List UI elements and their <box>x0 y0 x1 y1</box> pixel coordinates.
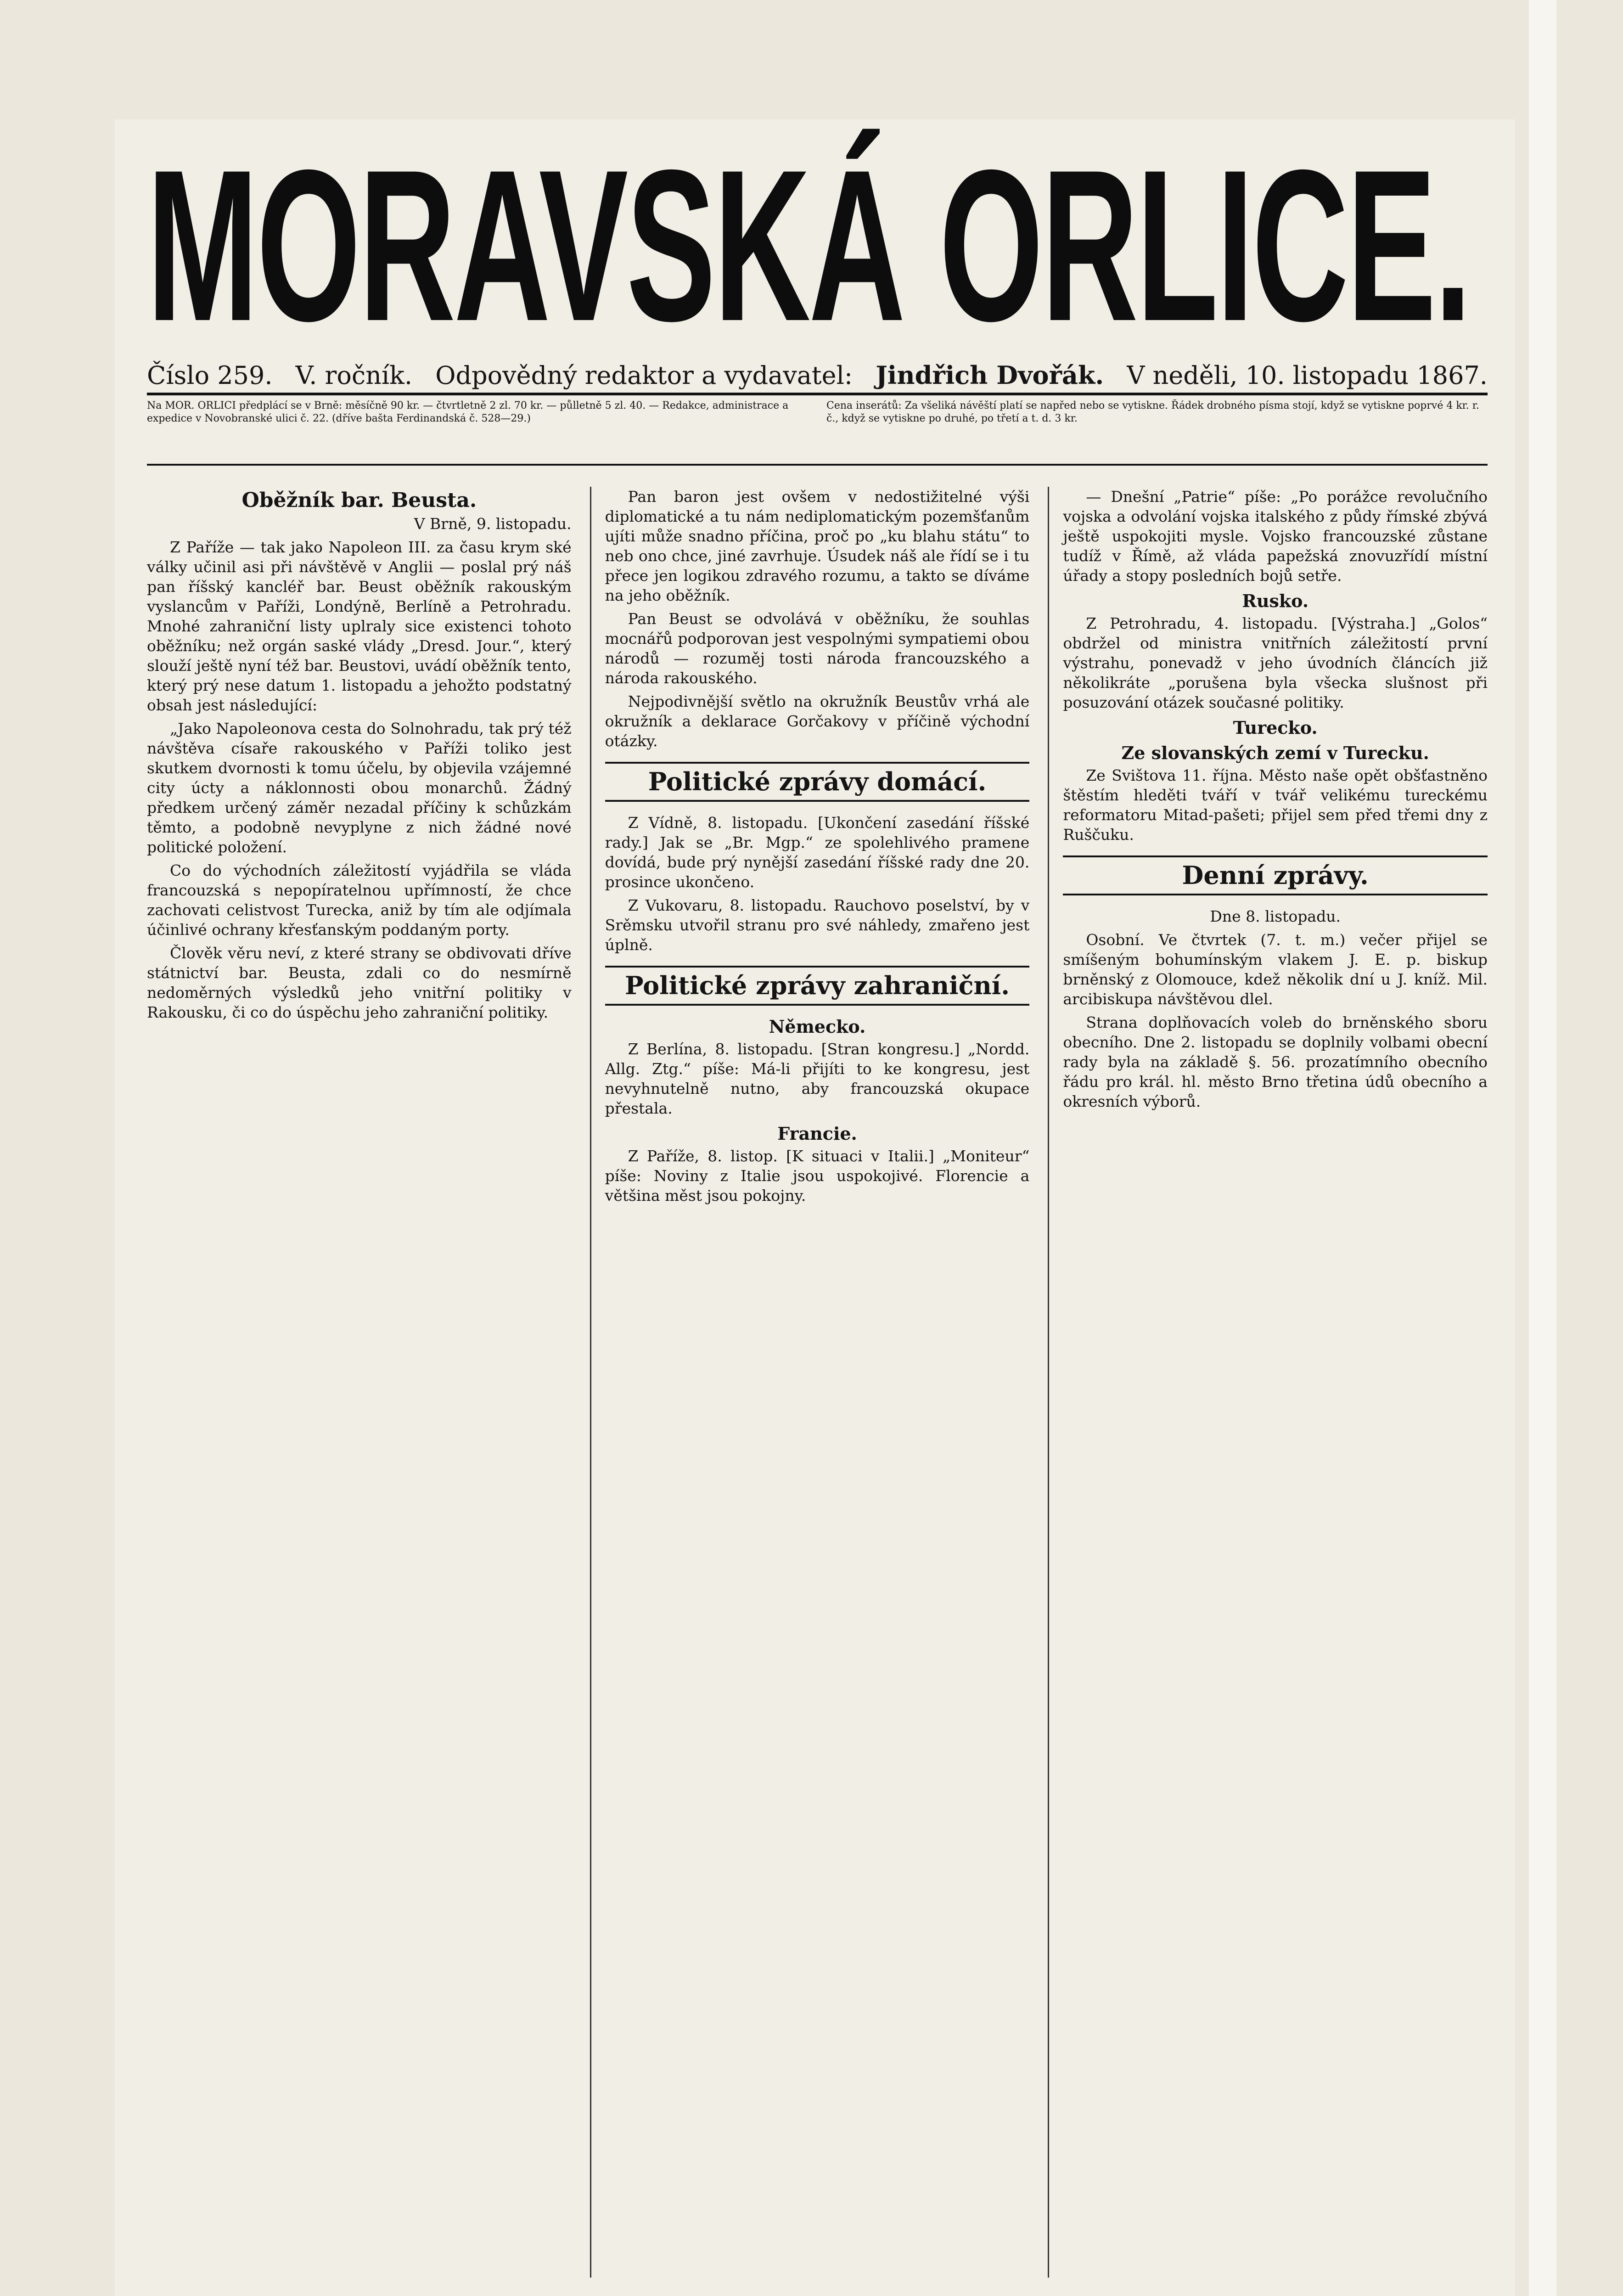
newspaper-page <box>115 119 1515 2296</box>
paragraph: Z Berlína, 8. listopadu. [Stran kongresu.] „Nordd. Allg. Ztg.“ píše: Má-li přijíti to ke kongresu, jest nevyhnutelně nutno, aby francouzská okupace přestala. <box>605 1040 1030 1117</box>
editor-label: Odpovědný redaktor a vydavatel: <box>435 361 853 390</box>
paragraph: „Jako Napoleonova cesta do Solnohradu, tak prý též návštěva císaře rakouského v Paříži toliko jest skutkem dvornosti k tomu účelu, by objevila vzájemné city úcty a náklonnosti obou monarchů. Žádný předkem určený záměr nezadal příčiny k schůzkám těmto, a podobně nevyplyne z nich žádné nové politické položení. <box>147 720 572 856</box>
subheading: Francie. <box>777 1123 857 1144</box>
subheading: Turecko. <box>1233 717 1318 738</box>
section-box <box>605 966 1030 1006</box>
section-box <box>605 762 1030 802</box>
volume: V. ročník. <box>295 361 413 390</box>
subheading: Rusko. <box>1242 591 1309 611</box>
section-box <box>1063 855 1488 895</box>
paragraph: Pan baron jest ovšem v nedostižitelné výši diplomatické a tu nám nediplomatickým pozemšťanům ujíti může snadno příčina, proč po „ku blahu státu“ to neb ono chce, jiné zavrhuje. Úsudek náš ale řídí se i tu přece jen logikou zdravého rozumu, a takto se díváme na jeho oběžník. <box>605 488 1030 604</box>
page-edge <box>1529 0 1556 2296</box>
section-heading: Politické zprávy domácí. <box>648 767 987 796</box>
paragraph: Co do východních záležitostí vyjádřila se vláda francouzská s nepopíratelnou upřímností, že chce zachovati celistvost Turecka, aniž by tím ale odjímala účinlivé ochrany křesťanským poddaným porty. <box>147 861 572 939</box>
issue-date: V neděli, 10. listopadu 1867. <box>1127 361 1488 390</box>
article-heading: Oběžník bar. Beusta. <box>241 489 477 512</box>
paragraph: Člověk věru neví, z které strany se obdivovati dříve státnictví bar. Beusta, zdali co do nesmírně nedoměrných výsledků jeho vnitřní politiky v Rakousku, či co do úspěchu jeho zahraniční politiky. <box>147 944 572 1021</box>
subscription-notices <box>147 400 1488 466</box>
paragraph: Z Vukovaru, 8. listopadu. Rauchovo poselství, by v Srěmsku utvořil stranu pro své náhledy, zmařeno jest úplně. <box>605 896 1030 954</box>
issue-info-bar <box>147 360 1488 395</box>
dateline: Dne 8. listopadu. <box>1210 907 1341 925</box>
paragraph: Pan Beust se odvolává v oběžníku, že souhlas mocnářů podporovan jest vespolnými sympatiemi obou národů — rozuměj tosti národa francouzského a národa rakouského. <box>605 610 1030 687</box>
section-heading: Politické zprávy zahraniční. <box>624 971 1010 1000</box>
paragraph: Z Petrohradu, 4. listopadu. [Výstraha.] „Golos“ obdržel od ministra vnitřních záležitostí první výstrahu, ponevadž v jeho úvodních článcích již několikráte „porušena byla všecka slušnost při posuzování otázek současné politiky. <box>1063 614 1488 711</box>
paragraph: Z Paříže, 8. listop. [K situaci v Italii.] „Moniteur“ píše: Noviny z Italie jsou uspokojivé. Florencie a většina měst jsou pokojny. <box>605 1147 1030 1204</box>
subheading: Německo. <box>769 1016 866 1037</box>
masthead-title: MORAVSKÁ ORLICE. <box>147 125 1470 366</box>
paragraph: Osobní. Ve čtvrtek (7. t. m.) večer přijel se smíšeným bohumínským vlakem J. E. p. biskup brněnský z Olomouce, kdež několik dní u J. kníž. Mil. arcibiskupa návštěvou dlel. <box>1063 931 1488 1008</box>
subheading: Ze slovanských zemí v Turecku. <box>1121 743 1429 763</box>
paragraph: — Dnešní „Patrie“ píše: „Po porážce revolučního vojska a odvolání vojska italského z půdy římské zbývá ještě uspokojiti mysle. Vojsko francouzské zůstane tudíž v Římě, až vláda papežská znovuzřídí místní úřady a stopy posledních bojů setře. <box>1063 488 1488 585</box>
paragraph: Z Vídně, 8. listopadu. [Ukončení zasedání říšské rady.] Jak se „Br. Mgp.“ ze spolehlivého pramene dovídá, bude prý nynější zasedání říšské rady dne 20. prosince ukončeno. <box>605 814 1030 891</box>
editor-name: Jindřich Dvořák. <box>876 360 1104 390</box>
paragraph: Z Paříže — tak jako Napoleon III. za času krym ské války učinil asi při návštěvě v Anglii — poslal prý náš pan říšský kancléř bar. Beust oběžník rakouským vyslancům v Paříži, Londýně, Berlíně a Petrohradu. Mnohé zahraniční listy uplraly sice existenci tohoto oběžníku; než orgán saské vlády „Dresd. Jour.“, který slouží ještě nyní též bar. Beustovi, uvádí oběžník tento, který prý nese datum 1. listopadu a jehožto podstatný obsah jest následující: <box>147 538 572 714</box>
paragraph: Strana doplňovacích voleb do brněnského sboru obecního. Dne 2. listopadu se doplnily volbami obecní rady byla na základě §. 56. prozatímního obecního řádu pro král. hl. město Brno třetina údů obecního a okresních výborů. <box>1063 1013 1488 1110</box>
column-3 <box>1048 487 1488 2278</box>
column-2 <box>590 487 1030 2278</box>
issue-number: Číslo 259. <box>147 361 273 390</box>
paragraph: Nejpodivnější světlo na okružník Beustův vrhá ale okružník a deklarace Gorčakovy v příčině východní otázky. <box>605 692 1030 750</box>
paragraph: Ze Svištova 11. října. Město naše opět obšťastněno štěstím hleděti tváří v tvář velikému tureckému reformatoru Mitad-pašeti; přijel sem před třemi dny z Ruščuku. <box>1063 766 1488 844</box>
subscription-notice-left: Na MOR. ORLICI předplácí se v Brně: měsíčně 90 kr. — čtvrtletně 2 zl. 70 kr. — půlletně 5 zl. 40. — Redakce, administrace a expedice v Novobranské ulici č. 22. (dříve bašta Ferdinandská č. 528—29.) <box>147 400 789 424</box>
subscription-notice-right: Cena inserátů: Za všeliká návěští platí se napřed nebo se vytiskne. Řádek drobného písma stojí, když se vytiskne poprvé 4 kr. r. č., když se vytiskne po druhé, po třetí a t. d. 3 kr. <box>826 400 1479 424</box>
article-columns <box>147 487 1488 2278</box>
column-1 <box>147 487 572 2278</box>
dateline: V Brně, 9. listopadu. <box>414 515 572 533</box>
section-heading: Denní zprávy. <box>1182 861 1369 890</box>
